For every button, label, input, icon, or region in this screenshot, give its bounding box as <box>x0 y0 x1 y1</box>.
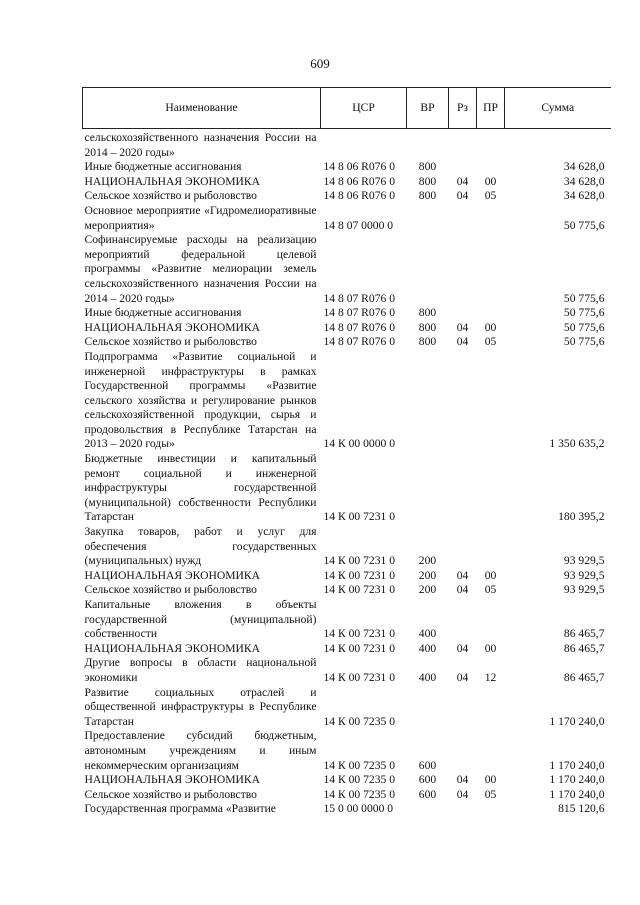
cell-sum: 86 465,7 <box>563 641 605 655</box>
cell-csr: 14 8 07 0000 0 <box>323 218 394 232</box>
cell-pr: 12 <box>484 670 497 684</box>
cell-pr: 00 <box>484 641 497 655</box>
cell-vr: 200 <box>418 554 437 568</box>
cell-csr: 14 К 00 7235 0 <box>323 714 395 728</box>
cell-sum: 86 465,7 <box>563 627 605 641</box>
table-row <box>83 335 611 350</box>
table-row <box>83 802 611 817</box>
table-row <box>83 583 611 598</box>
cell-vr: 200 <box>418 568 437 582</box>
table-header <box>83 88 611 129</box>
cell-pr <box>477 204 505 233</box>
cell-pr <box>477 306 505 321</box>
cell-vr: 600 <box>418 787 437 801</box>
cell-pr: 05 <box>484 189 497 203</box>
cell-csr: 14 К 00 7231 0 <box>323 510 395 524</box>
cell-name: НАЦИОНАЛЬНАЯ ЭКОНОМИКА <box>84 641 261 655</box>
cell-rz: 04 <box>456 641 469 655</box>
cell-vr <box>407 802 449 817</box>
table-row <box>83 729 611 773</box>
cell-pr <box>477 129 505 161</box>
header-sum: Сумма <box>505 88 611 129</box>
cell-csr: 14 К 00 7231 0 <box>323 670 395 684</box>
cell-rz <box>449 350 477 452</box>
cell-rz: 04 <box>456 320 469 334</box>
cell-sum: 93 929,5 <box>563 568 605 582</box>
cell-pr <box>477 729 505 773</box>
page-number: 609 <box>310 56 330 71</box>
cell-vr <box>407 452 449 525</box>
cell-name: Бюджетные инвестиции и капитальный ремонт социальной и инженерной инфраструктуры государственной (муниципальной) собственности Республики Татарстан <box>84 452 317 524</box>
cell-pr <box>477 350 505 452</box>
cell-sum: 86 465,7 <box>563 670 605 684</box>
table-row <box>83 175 611 190</box>
cell-csr: 14 К 00 7231 0 <box>323 627 395 641</box>
cell-name: Другие вопросы в области национальной экономики <box>84 656 317 684</box>
cell-name: Иные бюджетные ассигнования <box>84 306 242 320</box>
cell-rz: 04 <box>456 583 469 597</box>
cell-csr: 14 К 00 0000 0 <box>323 437 395 451</box>
cell-sum: 180 395,2 <box>558 510 605 524</box>
header-vr: ВР <box>407 88 449 129</box>
cell-vr <box>407 129 449 161</box>
cell-csr: 14 К 00 7231 0 <box>323 641 395 655</box>
cell-sum: 1 170 240,0 <box>549 758 605 772</box>
cell-name: Развитие социальных отраслей и общественной инфраструктуры в Республике Татарстан <box>84 685 317 728</box>
cell-pr <box>477 525 505 569</box>
cell-sum: 34 628,0 <box>563 160 605 174</box>
cell-sum <box>505 129 611 161</box>
header-csr: ЦСР <box>321 88 407 129</box>
cell-vr: 800 <box>418 320 437 334</box>
table-row <box>83 569 611 584</box>
cell-pr <box>477 598 505 642</box>
table-row <box>83 686 611 730</box>
cell-sum: 93 929,5 <box>563 583 605 597</box>
cell-name: Сельское хозяйство и рыболовство <box>84 335 257 349</box>
cell-pr: 05 <box>484 335 497 349</box>
cell-pr: 05 <box>484 583 497 597</box>
cell-rz: 04 <box>456 335 469 349</box>
cell-pr <box>477 802 505 817</box>
cell-name: Иные бюджетные ассигнования <box>84 160 242 174</box>
cell-vr: 800 <box>418 174 437 188</box>
table-row <box>83 773 611 788</box>
cell-rz: 04 <box>456 174 469 188</box>
cell-sum: 50 775,6 <box>563 291 605 305</box>
cell-vr <box>407 204 449 233</box>
cell-csr: 14 К 00 7231 0 <box>323 568 395 582</box>
cell-sum: 50 775,6 <box>563 320 605 334</box>
table-row <box>83 642 611 657</box>
table-row <box>83 160 611 175</box>
cell-name: НАЦИОНАЛЬНАЯ ЭКОНОМИКА <box>84 320 261 334</box>
cell-rz: 04 <box>456 787 469 801</box>
cell-sum: 815 120,6 <box>558 802 605 816</box>
cell-csr: 15 0 00 0000 0 <box>323 802 394 816</box>
cell-pr <box>477 452 505 525</box>
cell-csr: 14 8 06 R076 0 <box>323 189 395 203</box>
cell-sum: 93 929,5 <box>563 554 605 568</box>
cell-name: Закупка товаров, работ и услуг для обеспечения государственных (муниципальных) нужд <box>84 525 317 568</box>
cell-csr: 14 8 07 R076 0 <box>323 291 395 305</box>
cell-pr <box>477 686 505 730</box>
cell-name: Сельское хозяйство и рыболовство <box>84 583 257 597</box>
cell-csr: 14 К 00 7231 0 <box>323 583 395 597</box>
cell-sum: 1 170 240,0 <box>549 773 605 787</box>
cell-sum: 1 170 240,0 <box>549 714 605 728</box>
cell-sum: 50 775,6 <box>563 306 605 320</box>
cell-vr: 600 <box>418 773 437 787</box>
cell-vr: 400 <box>418 670 437 684</box>
cell-csr <box>321 129 407 161</box>
cell-pr <box>477 160 505 175</box>
cell-pr: 00 <box>484 773 497 787</box>
cell-vr: 200 <box>418 583 437 597</box>
cell-vr: 400 <box>418 627 437 641</box>
cell-name: Капитальные вложения в объекты государственной (муниципальной) собственности <box>84 598 317 641</box>
table-body <box>83 129 611 817</box>
cell-name: Государственная программа «Развитие <box>84 802 276 816</box>
cell-sum: 34 628,0 <box>563 174 605 188</box>
table-row <box>83 525 611 569</box>
cell-rz: 04 <box>456 568 469 582</box>
table-row <box>83 233 611 306</box>
cell-csr: 14 8 07 R076 0 <box>323 306 395 320</box>
cell-sum: 1 350 635,2 <box>549 437 605 451</box>
cell-vr <box>407 686 449 730</box>
cell-csr: 14 К 00 7235 0 <box>323 758 395 772</box>
table-row <box>83 189 611 204</box>
cell-rz <box>449 204 477 233</box>
cell-rz <box>449 802 477 817</box>
cell-vr <box>407 350 449 452</box>
cell-name: Сельское хозяйство и рыболовство <box>84 189 257 203</box>
cell-name: Подпрограмма «Развитие социальной и инженерной инфраструктуры в рамках Государственной программы «Развитие сельского хозяйства и регулирование рынков сельскохозяйственной продукции, сырья и продовольствия в Республике Татарстан на 2013 – 2020 годы» <box>84 349 317 451</box>
cell-csr: 14 8 07 R076 0 <box>323 335 395 349</box>
cell-csr: 14 К 00 7235 0 <box>323 773 395 787</box>
cell-csr: 14 К 00 7235 0 <box>323 787 395 801</box>
cell-csr: 14 К 00 7231 0 <box>323 554 395 568</box>
cell-csr: 14 8 06 R076 0 <box>323 160 395 174</box>
table-row <box>83 129 611 161</box>
cell-pr: 00 <box>484 568 497 582</box>
cell-rz <box>449 160 477 175</box>
cell-name: сельскохозяйственного назначения России на 2014 – 2020 годы» <box>84 131 317 159</box>
budget-table <box>82 87 611 817</box>
cell-rz <box>449 525 477 569</box>
cell-rz <box>449 129 477 161</box>
cell-name: НАЦИОНАЛЬНАЯ ЭКОНОМИКА <box>84 174 261 188</box>
cell-vr: 800 <box>418 306 437 320</box>
cell-csr: 14 8 07 R076 0 <box>323 320 395 334</box>
cell-vr: 800 <box>418 189 437 203</box>
cell-name: НАЦИОНАЛЬНАЯ ЭКОНОМИКА <box>84 568 261 582</box>
table-row <box>83 350 611 452</box>
cell-vr: 800 <box>418 160 437 174</box>
header-rz: Рз <box>449 88 477 129</box>
cell-sum: 1 170 240,0 <box>549 787 605 801</box>
cell-rz <box>449 729 477 773</box>
table-row <box>83 306 611 321</box>
cell-rz <box>449 233 477 306</box>
header-name: Наименование <box>83 88 321 129</box>
cell-vr <box>407 233 449 306</box>
table-row <box>83 788 611 803</box>
cell-sum: 50 775,6 <box>563 335 605 349</box>
cell-sum: 50 775,6 <box>563 218 605 232</box>
cell-pr: 00 <box>484 320 497 334</box>
cell-pr: 00 <box>484 174 497 188</box>
table-row <box>83 656 611 685</box>
cell-name: Сельское хозяйство и рыболовство <box>84 787 257 801</box>
cell-vr: 600 <box>418 758 437 772</box>
cell-pr: 05 <box>484 787 497 801</box>
table-row <box>83 598 611 642</box>
header-pr: ПР <box>477 88 505 129</box>
cell-rz <box>449 598 477 642</box>
cell-rz <box>449 686 477 730</box>
cell-pr <box>477 233 505 306</box>
cell-name: Предоставление субсидий бюджетным, автономным учреждениям и иным некоммерческим организациям <box>84 729 317 772</box>
cell-name: НАЦИОНАЛЬНАЯ ЭКОНОМИКА <box>84 773 261 787</box>
cell-rz: 04 <box>456 773 469 787</box>
cell-vr: 800 <box>418 335 437 349</box>
cell-rz: 04 <box>456 670 469 684</box>
table-row <box>83 321 611 336</box>
cell-rz <box>449 306 477 321</box>
cell-name: Основное мероприятие «Гидромелиоративные мероприятия» <box>84 203 317 232</box>
cell-sum: 34 628,0 <box>563 189 605 203</box>
cell-rz: 04 <box>456 189 469 203</box>
cell-csr: 14 8 06 R076 0 <box>323 174 395 188</box>
table-row <box>83 204 611 233</box>
cell-name: Софинансируемые расходы на реализацию мероприятий федеральной целевой программы «Развитие мелиорации земель сельскохозяйственного назначения России на 2014 – 2020 годы» <box>84 233 317 305</box>
table-row <box>83 452 611 525</box>
cell-vr: 400 <box>418 641 437 655</box>
cell-rz <box>449 452 477 525</box>
